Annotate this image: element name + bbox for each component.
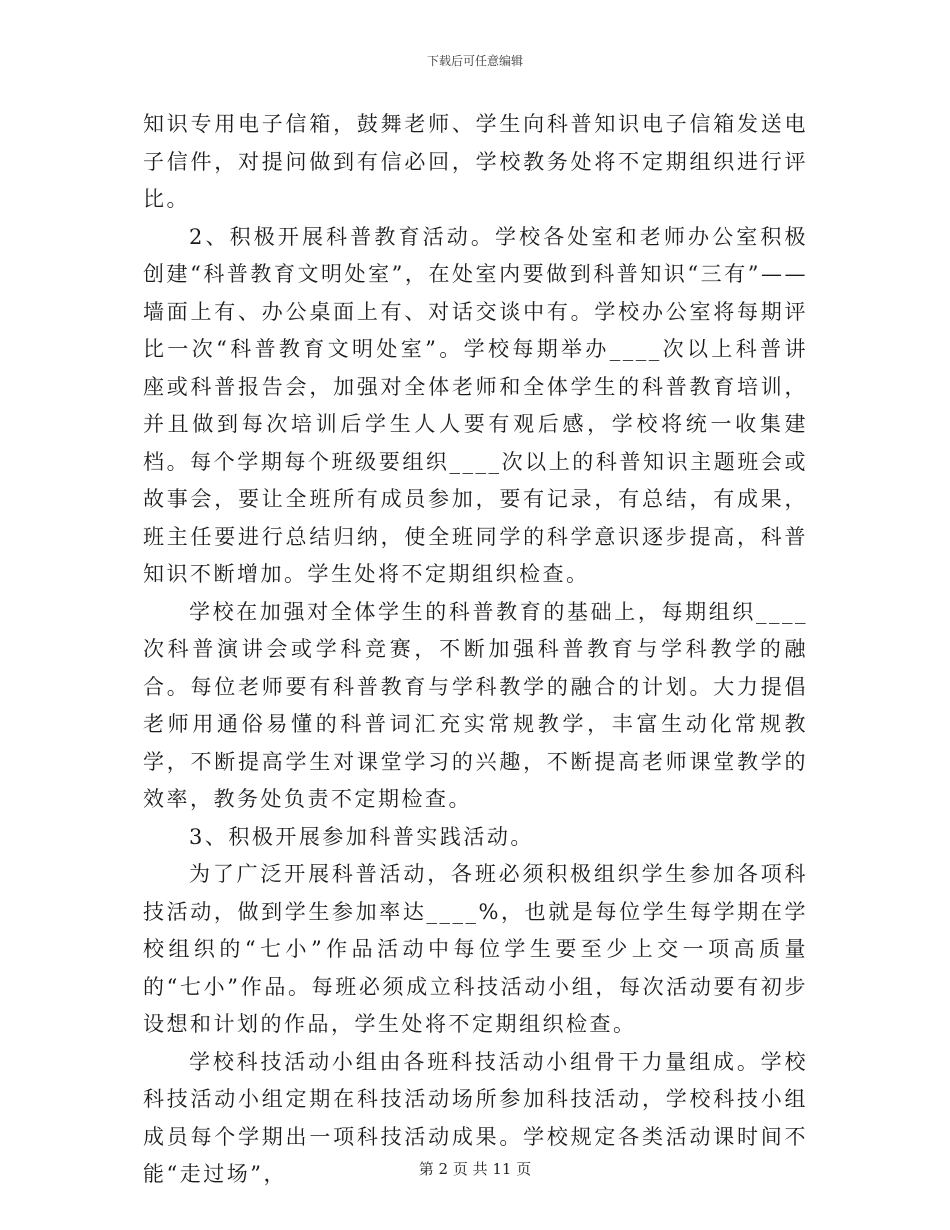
paragraph-5: 为了广泛开展科普活动，各班必须积极组织学生参加各项科技活动，做到学生参加率达____%，也就是每位学生每学期在学校组织的“七小”作品活动中每位学生要至少上交一项高质量的“七小”作品。每班必须成立科技活动小组，每次活动要有初步设想和计划的作品，学生处将不定期组织检查。	[143, 862, 808, 1036]
page-footer: 第 2 页 共 11 页	[418, 1160, 532, 1178]
page-header: 下载后可任意编辑	[426, 54, 523, 68]
paragraph-6: 学校科技活动小组由各班科技活动小组骨干力量组成。学校科技活动小组定期在科技活动场所参加科技活动，学校科技小组成员每个学期出一项科技活动成果。学校规定各类活动课时间不能“走过场”，	[143, 1049, 808, 1186]
paragraph-4: 3、积极开展参加科普实践活动。	[189, 824, 534, 849]
paragraph-1: 知识专用电子信箱，鼓舞老师、学生向科普知识电子信箱发送电子信件，对提问做到有信必回，学校教务处将不定期组织进行评比。	[143, 112, 808, 211]
paragraph-3: 学校在加强对全体学生的科普教育的基础上，每期组织____次科普演讲会或学科竞赛，不断加强科普教育与学科教学的融合。每位老师要有科普教育与学科教学的融合的计划。大力提倡老师用通俗易懂的科普词汇充实常规教学，丰富生动化常规教学，不断提高学生对课堂学习的兴趣，不断提高老师课堂教学的效率，教务处负责不定期检查。	[143, 599, 808, 811]
document-body	[143, 106, 808, 1194]
paragraph-2: 2、积极开展科普教育活动。学校各处室和老师办公室积极创建“科普教育文明处室”，在处室内要做到科普知识“三有”——墙面上有、办公桌面上有、对话交谈中有。学校办公室将每期评比一次“科普教育文明处室”。学校每期举办____次以上科普讲座或科普报告会，加强对全体老师和全体学生的科普教育培训，并且做到每次培训后学生人人要有观后感，学校将统一收集建档。每个学期每个班级要组织____次以上的科普知识主题班会或故事会，要让全班所有成员参加，要有记录，有总结，有成果，班主任要进行总结归纳，使全班同学的科学意识逐步提高，科普知识不断增加。学生处将不定期组织检查。	[143, 224, 808, 586]
